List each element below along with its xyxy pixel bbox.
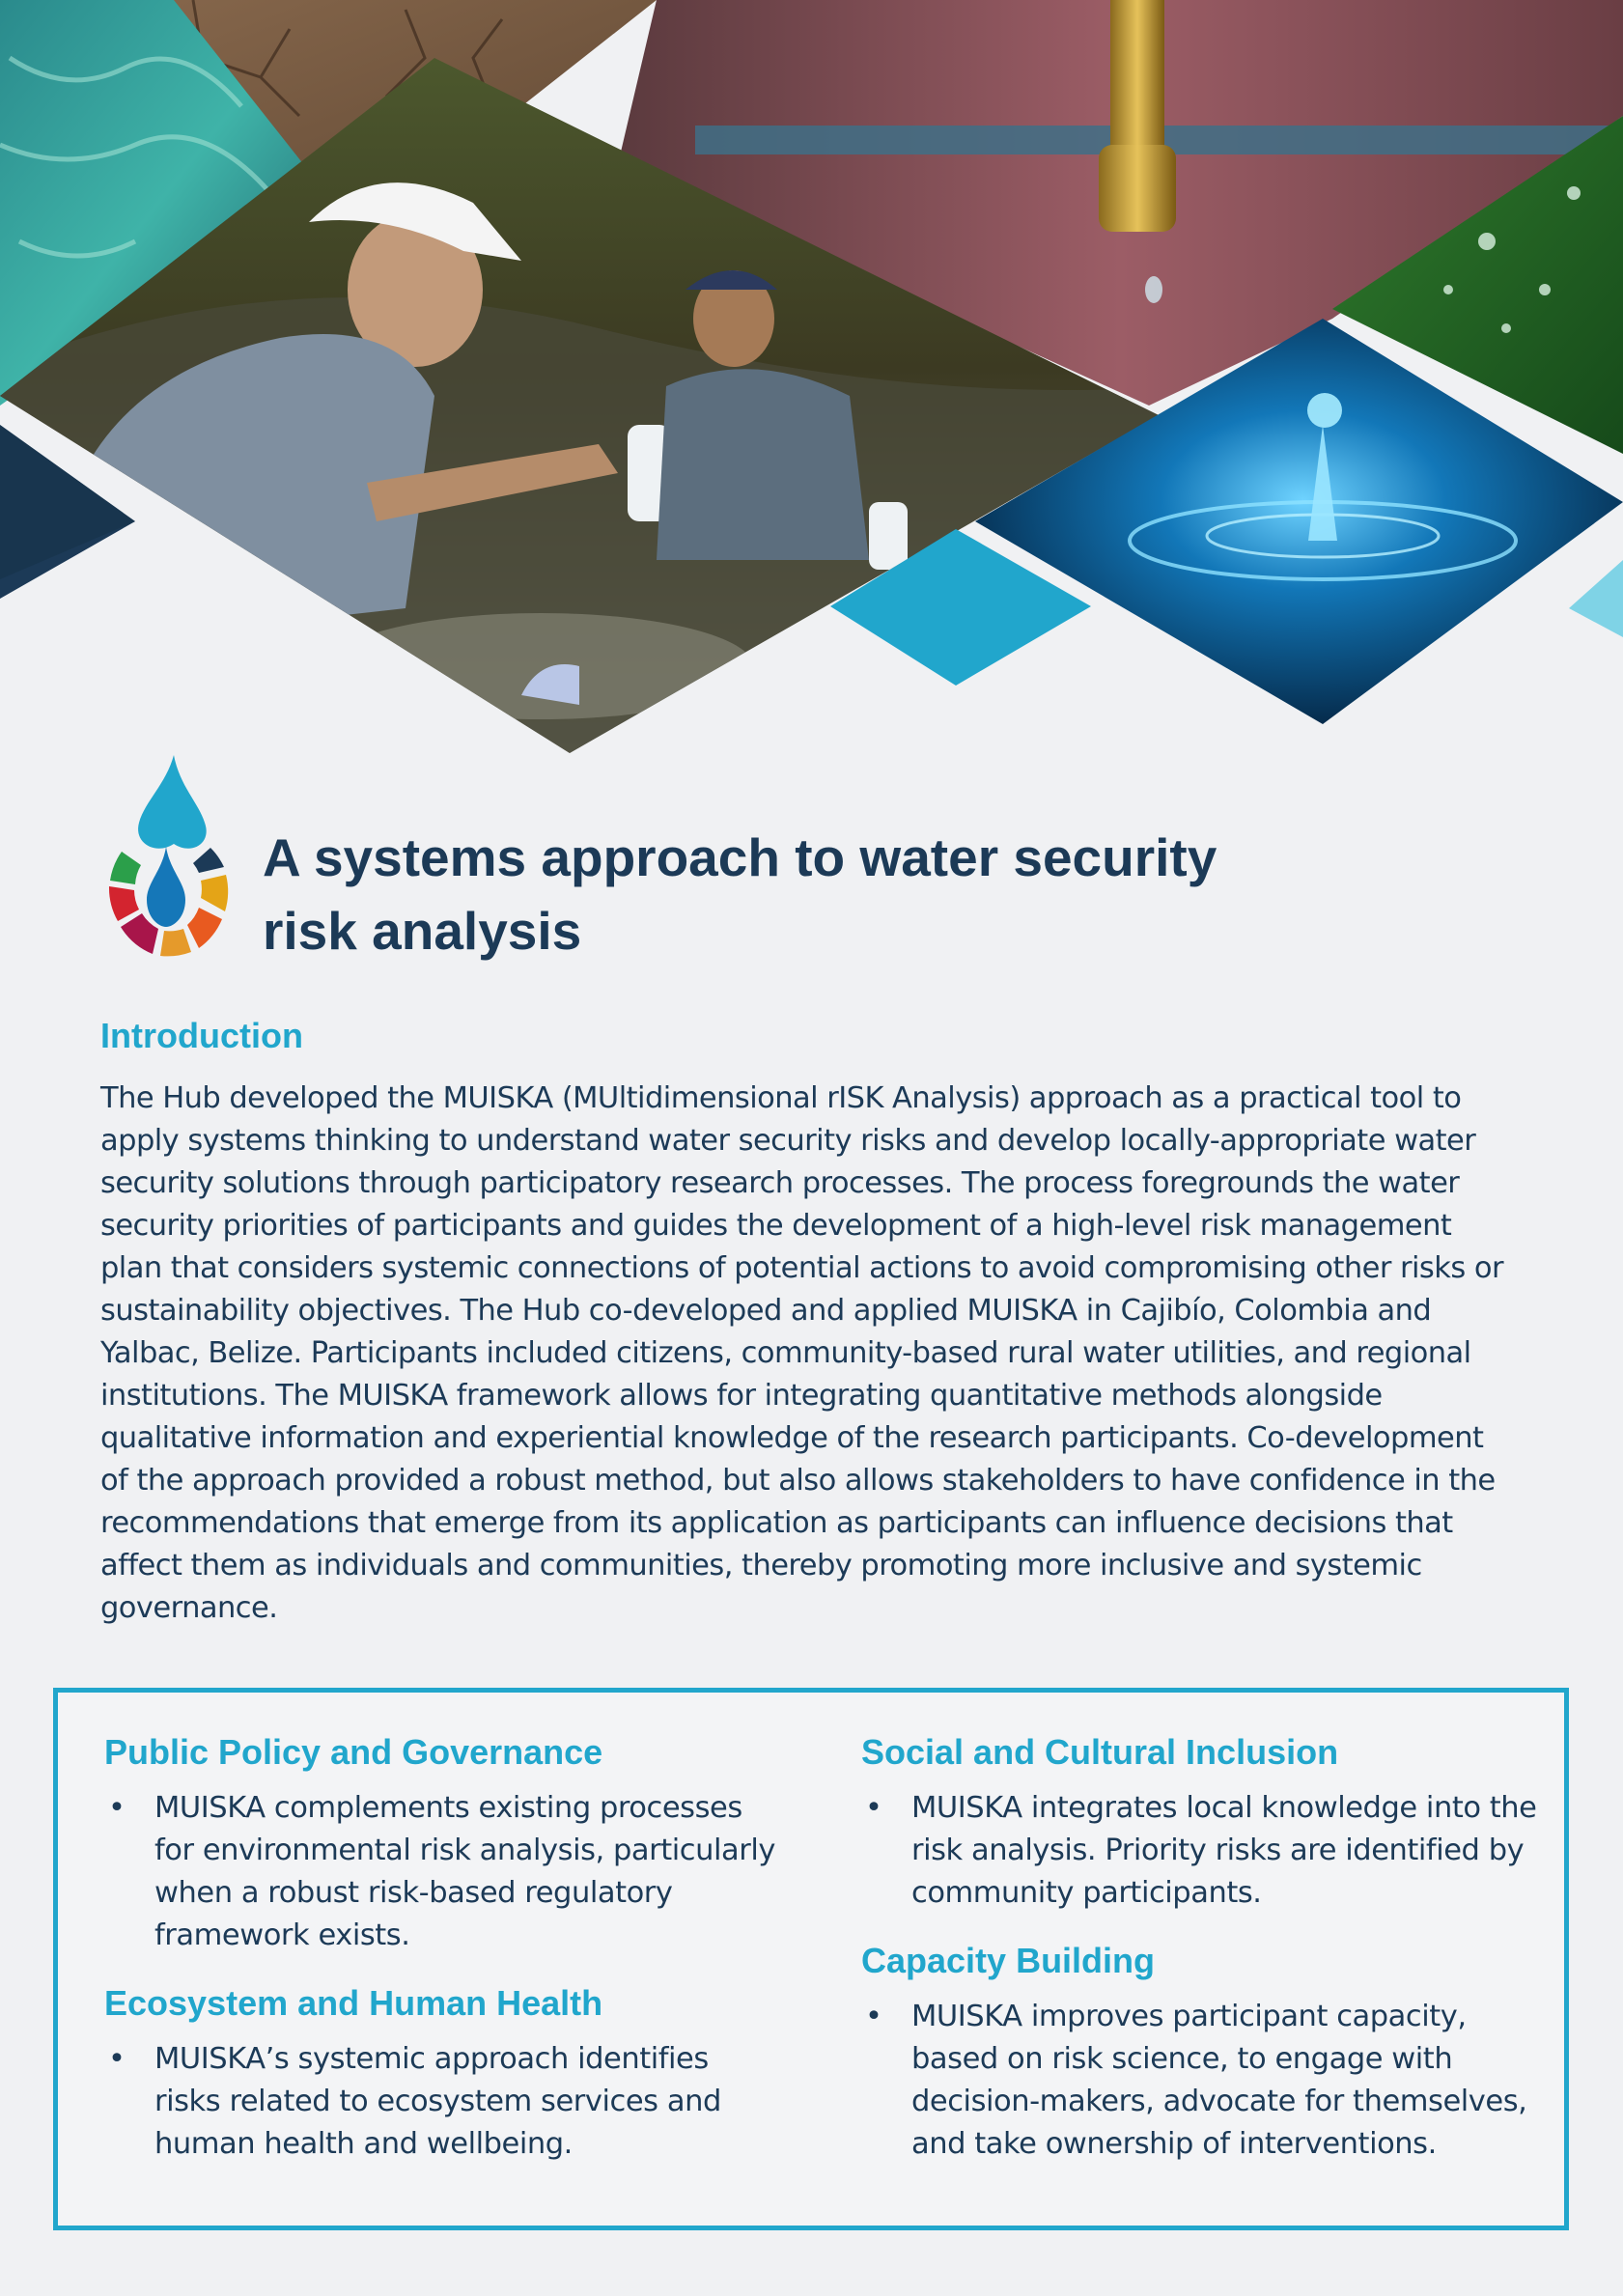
bullet-item — [104, 2038, 780, 2166]
page-title-line-1: A systems approach to water security — [263, 827, 1217, 887]
benefits-left-column — [104, 1731, 780, 2166]
benefits-box — [53, 1688, 1569, 2230]
bullet-item — [861, 1787, 1537, 1915]
bullet-text: MUISKA complements existing processes for environmental risk analysis, particularly when a robust risk-based regulatory framework exists. — [154, 1791, 775, 1952]
water-drop-logo-icon — [98, 755, 234, 964]
bullet-dot: • — [108, 1791, 126, 1825]
section-ecosystem-health — [104, 1982, 780, 2166]
page-title-line-2: risk analysis — [263, 901, 582, 961]
section-social-inclusion — [861, 1731, 1537, 1915]
benefits-right-column — [861, 1731, 1537, 2166]
bullet-text: MUISKA integrates local knowledge into the risk analysis. Priority risks are identified by community participants. — [911, 1791, 1537, 1910]
section-heading: Capacity Building — [861, 1941, 1156, 1980]
bullet-dot: • — [865, 2000, 882, 2033]
section-heading: Ecosystem and Human Health — [104, 1983, 603, 2023]
bullet-text: MUISKA’s systemic approach identifies risks related to ecosystem services and human health and wellbeing. — [154, 2042, 721, 2161]
introduction-heading: Introduction — [100, 1016, 303, 1055]
section-heading: Social and Cultural Inclusion — [861, 1732, 1339, 1772]
bullet-item — [104, 1787, 780, 1957]
introduction-body: The Hub developed the MUISKA (MUltidimensional rISK Analysis) approach as a practical tool to apply systems thinking to understand water security risks and develop locally-appropriate water security solutions through participatory research processes. The process foregrounds the water security priorities of participants and guides the development of a high-level risk management plan that considers systemic connections of potential actions to avoid compromising other risks or sustainability objectives. The Hub co-developed and applied MUISKA in Cajibío, Colombia and Yalbac, Belize. Participants included citizens, community-based rural water utilities, and regional institutions. The MUISKA framework allows for integrating quantitative methods alongside qualitative information and experiential knowledge of the research participants. Co-development of the approach provided a robust method, but also allows stakeholders to have confidence in the recommendations that emerge from its application as participants can influence decisions that affect them as individuals and communities, thereby promoting more inclusive and systemic governance. — [100, 1081, 1503, 1625]
bullet-dot: • — [865, 1791, 882, 1825]
page-title — [263, 821, 1421, 967]
hero-photo-collage — [0, 0, 1623, 753]
bullet-text: MUISKA improves participant capacity, based on risk science, to engage with decision-makers, advocate for themselves, and take ownership of interventions. — [911, 2000, 1527, 2161]
bullet-dot: • — [108, 2042, 126, 2076]
section-heading: Public Policy and Governance — [104, 1732, 603, 1772]
section-public-policy — [104, 1731, 780, 1957]
section-capacity-building — [861, 1940, 1537, 2166]
title-block — [98, 755, 1450, 967]
bullet-item — [861, 1996, 1537, 2166]
